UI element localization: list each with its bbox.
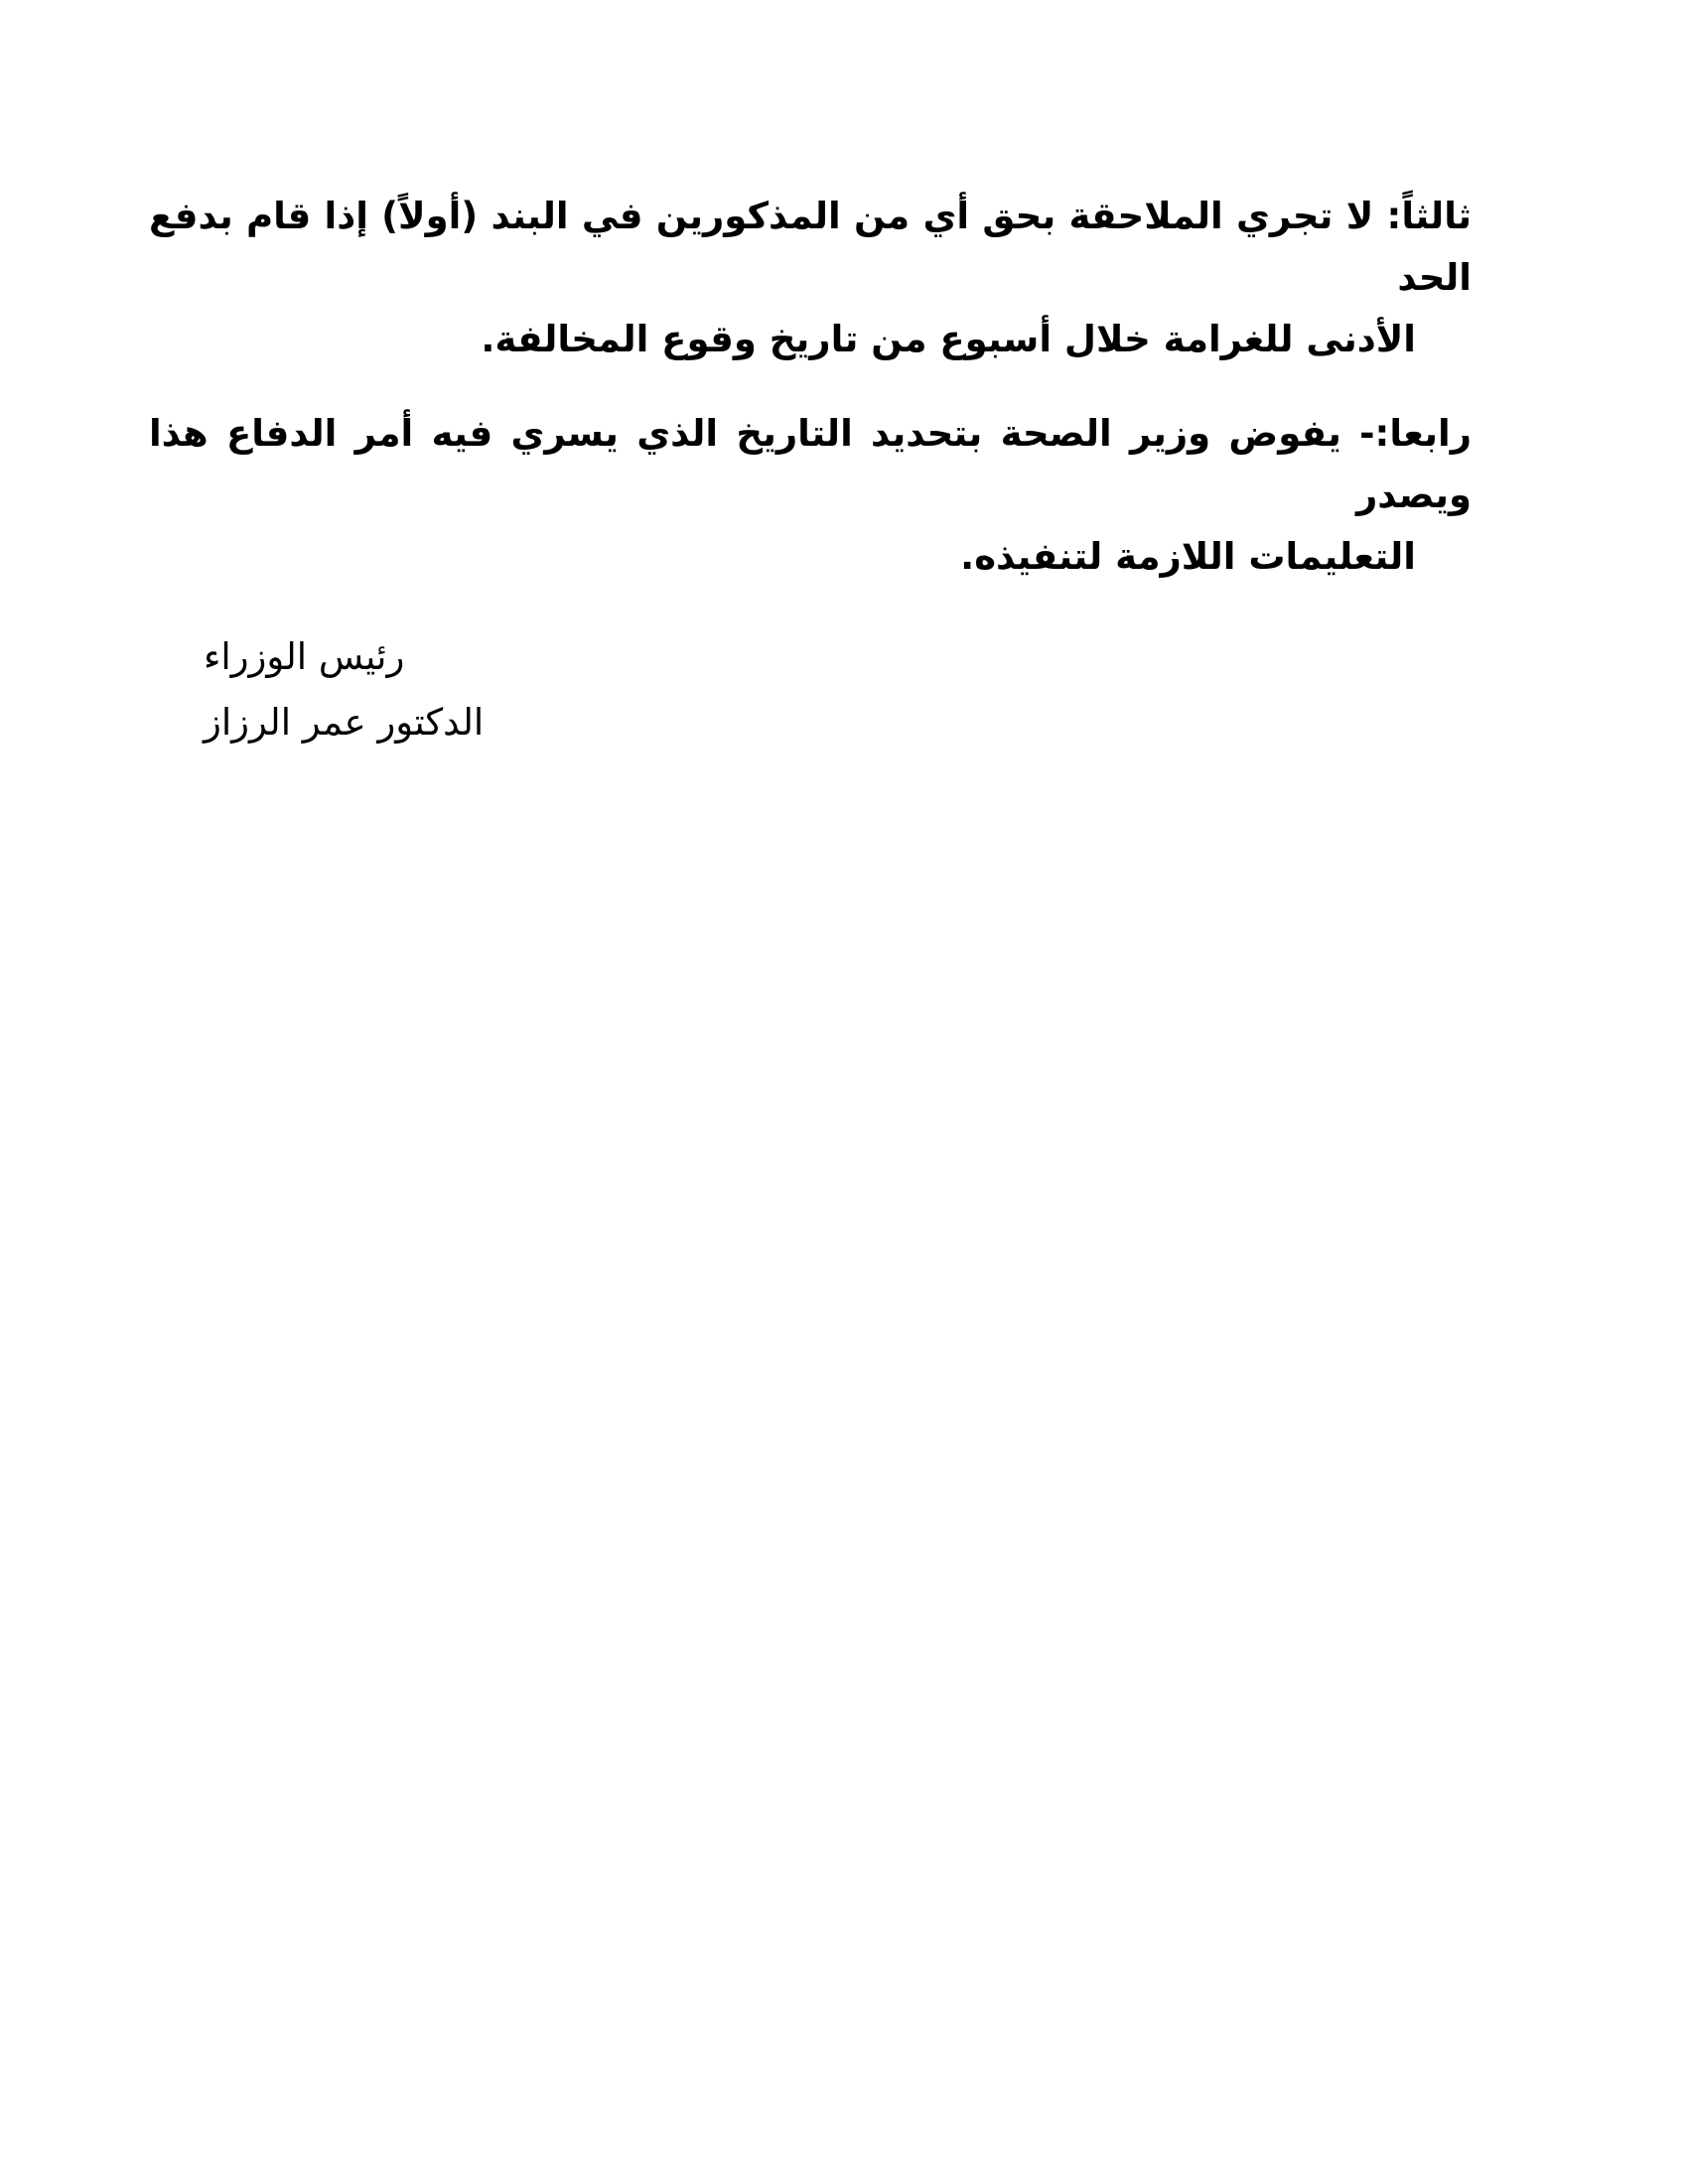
clause-third-line-2: الأدنى للغرامة خلال أسبوع من تاريخ وقوع المخالفة. xyxy=(481,318,1416,360)
clause-fourth-paragraph xyxy=(149,403,1472,588)
clause-third-paragraph xyxy=(149,186,1472,370)
clause-fourth-line-1: رابعا:- يفوض وزير الصحة بتحديد التاريخ الذي يسري فيه أمر الدفاع هذا ويصدر xyxy=(149,412,1472,516)
clause-third-line-1: ثالثاً: لا تجري الملاحقة بحق أي من المذكورين في البند (أولاً) إذا قام بدفع الحد xyxy=(149,195,1472,299)
signature-name: الدكتور عمر الرزاز xyxy=(204,701,485,744)
signature-block xyxy=(204,624,484,755)
document-body xyxy=(149,186,1472,588)
clause-fourth-line-2: التعليمات اللازمة لتنفيذه. xyxy=(960,535,1416,578)
signature-title: رئيس الوزراء xyxy=(204,635,405,678)
